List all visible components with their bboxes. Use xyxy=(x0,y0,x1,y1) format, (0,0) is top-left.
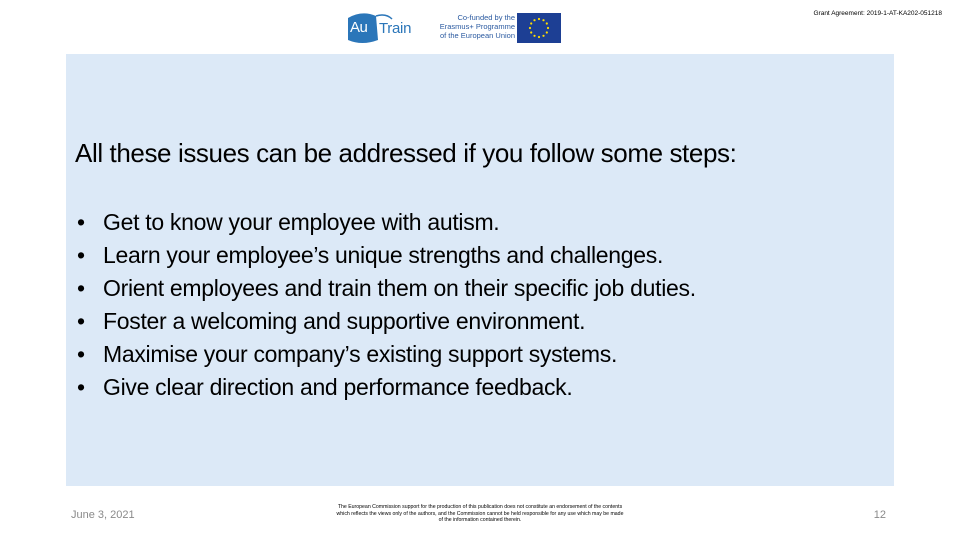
list-item-text: Get to know your employee with autism. xyxy=(103,209,500,235)
list-item-text: Give clear direction and performance feedback. xyxy=(103,374,573,400)
list-item-text: Learn your employee’s unique strengths and challenges. xyxy=(103,242,664,268)
cofunded-line: Co-funded by the xyxy=(457,13,515,22)
header-logo xyxy=(346,10,562,46)
disclaimer-line: which reflects the views only of the authors, and the Commission cannot be held responsible for any use which may be made xyxy=(336,510,624,517)
bullet-icon: • xyxy=(77,341,85,367)
eu-flag-icon xyxy=(517,13,561,43)
grant-agreement: Grant Agreement: 2019-1-AT-KA202-051218 xyxy=(813,10,942,17)
list-item xyxy=(75,206,696,239)
bullet-icon: • xyxy=(77,275,85,301)
footer-date: June 3, 2021 xyxy=(71,509,135,521)
list-item-text: Foster a welcoming and supportive environment. xyxy=(103,308,586,334)
bullet-icon: • xyxy=(77,308,85,334)
list-item xyxy=(75,239,696,272)
footer-disclaimer xyxy=(320,504,640,524)
bullet-icon: • xyxy=(77,242,85,268)
disclaimer-line: of the information contained therein. xyxy=(438,517,522,523)
logo-text-au: Au xyxy=(350,19,368,36)
logo-text-train: Train xyxy=(379,20,412,37)
bullet-icon: • xyxy=(77,209,85,235)
list-item xyxy=(75,305,696,338)
cofunded-line: Erasmus+ Programme xyxy=(439,22,515,31)
list-item xyxy=(75,338,696,371)
bullet-list xyxy=(75,206,696,404)
bullet-icon: • xyxy=(77,374,85,400)
cofunded-text xyxy=(423,13,515,40)
list-item-text: Orient employees and train them on their specific job duties. xyxy=(103,275,696,301)
slide-content xyxy=(66,54,894,486)
slide-heading: All these issues can be addressed if you follow some steps: xyxy=(75,138,737,168)
page-number: 12 xyxy=(873,509,886,521)
disclaimer-line: The European Commission support for the production of this publication does not constitute an endorsement of the contents xyxy=(337,504,623,510)
list-item-text: Maximise your company’s existing support systems. xyxy=(103,341,618,367)
cofunded-line: of the European Union xyxy=(439,31,515,40)
list-item xyxy=(75,371,696,404)
list-item xyxy=(75,272,696,305)
